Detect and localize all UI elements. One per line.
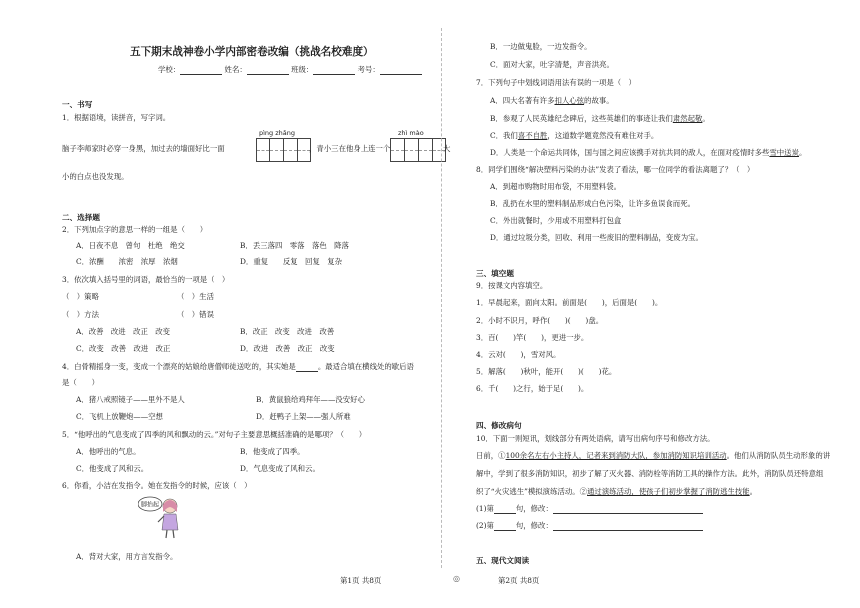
q9-line-3[interactable]: 3．百( )竿( )，更进一步。 — [476, 333, 589, 342]
q3-option-d[interactable]: D．改进 改善 改正 改变 — [240, 344, 335, 353]
q7-option-a[interactable]: A．四大名著有许多扣人心弦的故事。 — [490, 96, 614, 105]
name-blank[interactable] — [247, 66, 289, 75]
writing-grid-2[interactable] — [390, 138, 446, 162]
q8-option-d[interactable]: D．通过垃圾分类，回收、利用一些废旧的塑料制品，变废为宝。 — [490, 233, 703, 242]
class-blank[interactable] — [313, 66, 355, 75]
q4-option-d[interactable]: D．赶鸭子上架——强人所难 — [256, 412, 351, 421]
q1-line1-a: 脑子李师家时必穿一身黑，加过去的墙面好比一面 — [62, 144, 225, 153]
q1-line2: 小的白点也没发现。 — [62, 172, 129, 181]
q2-stem: 2．下列加点字的意思一样的一组是（ ） — [62, 225, 208, 234]
school-label: 学校： — [158, 65, 181, 74]
q9-line-6[interactable]: 6．千( )之行，始于足( )。 — [476, 384, 589, 393]
footer-page-1: 第1页 共8页 — [340, 576, 382, 585]
q4-stem — [62, 362, 414, 372]
q1-stem: 1．根据语境，读拼音，写字词。 — [62, 113, 171, 122]
q8-option-b[interactable]: B．乱扔在水里的塑料制品形成白色污染，让许多鱼误食而死。 — [490, 199, 695, 208]
q4-option-a[interactable]: A．猪八戒照镜子——里外不是人 — [76, 395, 185, 404]
q3-blank-2: （ ）生活 — [177, 292, 214, 301]
q2-option-c[interactable]: C．浓酬 浓密 浓厚 浓烟 — [76, 257, 178, 266]
q4-blank[interactable] — [296, 363, 318, 372]
q9-line-5[interactable]: 5．解落( )秋叶，能开( )( )花。 — [476, 367, 617, 376]
q6-option-b[interactable]: B．一边做鬼脸，一边发指令。 — [490, 42, 592, 51]
q3-stem: 3．依次填入括号里的词语，最恰当的一项是（ ） — [62, 275, 230, 284]
section-writing: 一、书写 — [62, 100, 93, 109]
section-fill: 三、填空题 — [476, 269, 514, 278]
q10-para-3: 织了“火灾逃生”模拟演练活动。②通过演练活动，使孩子们初步掌握了消防逃生技能。 — [476, 487, 758, 496]
q7-option-d[interactable]: D．人类是一个命运共同体，国与国之间应该携手对抗共同的敌人，在面对疫情时多些雪中送炭。 — [490, 148, 807, 157]
page-title: 五下期末战神卷小学内部密卷改编（挑战名校难度） — [130, 46, 374, 58]
q1-line1-c: 大 — [443, 144, 451, 153]
exam-number-label: 考号： — [357, 65, 380, 74]
q10-answer-2[interactable]: (2)第 句，修改： — [476, 521, 703, 531]
q6-option-c[interactable]: C．面对大家，吐字清楚，声音洪亮。 — [490, 60, 614, 69]
pinyin-1: pìng zhǎng — [259, 129, 296, 137]
q6-stem: 6．你看，小洁在发指令。她在发指令的时候，应该（ ） — [62, 481, 252, 490]
q9-line-4[interactable]: 4．云对( )，雪对风。 — [476, 350, 561, 359]
q8-stem: 8．同学们围绕“解决塑料污染的办法”发表了看法，哪一位同学的看法离题了？（ ） — [476, 165, 755, 174]
q3-blank-4: （ ）错误 — [177, 310, 214, 319]
q8-option-a[interactable]: A．到超市购物时用布袋，不用塑料袋。 — [490, 182, 621, 191]
right-page — [440, 0, 860, 608]
q2-option-b[interactable]: B．丢三落四 零落 落色 降落 — [240, 241, 349, 250]
q5-option-c[interactable]: C．他变成了风和云。 — [76, 464, 149, 473]
q5-option-a[interactable]: A．他呼出的气息。 — [76, 447, 141, 456]
exam-number-blank[interactable] — [380, 66, 422, 75]
section-sentence-correction: 四、修改病句 — [476, 421, 522, 430]
q10-para-2: 解中，学到了很多消防知识，初步了解了灭火器、消防栓等消防工具的操作方法。此外，消防队员还特意组 — [476, 469, 824, 478]
q9-stem: 9．按课文内容填空。 — [476, 281, 548, 290]
q1-line1-b: ，青小三在他身上连一个 — [309, 144, 391, 153]
pinyin-2: zhì mào — [398, 129, 424, 137]
q7-option-c[interactable]: C．我们喜不自胜，这道数学题竟然没有难住对手。 — [490, 131, 659, 140]
q4-option-c[interactable]: C．飞机上放鞭炮——空想 — [76, 412, 163, 421]
q5-stem: 5．“他呼出的气息变成了四季的风和飘动的云。”对句子主要意思概括准确的是哪项？（ ） — [62, 430, 367, 439]
q4-stem-b: 。最适合填在横线处的歇后语 — [317, 362, 414, 371]
school-blank[interactable] — [180, 66, 222, 75]
section-reading: 五、现代文阅读 — [476, 556, 530, 565]
q4-stem-c: 是（ ） — [62, 378, 99, 387]
q9-line-1[interactable]: 1．早晨起来，面向太阳。前面是( )，后面是( )。 — [476, 298, 663, 307]
q8-option-c[interactable]: C．外出就餐时，少用或不用塑料打包盒 — [490, 216, 622, 225]
speech-badge: 脚抬起 — [140, 501, 160, 509]
q4-stem-a: 4．白骨精摇身一变，变成一个漂亮的姑娘给唐僧师徒送吃的，其实她是 — [62, 362, 296, 371]
q3-blank-1: （ ）策略 — [62, 292, 99, 301]
q3-option-a[interactable]: A．改善 改进 改正 改变 — [76, 327, 171, 336]
q7-stem: 7．下列句子中划线词语用法有误的一项是（ ） — [476, 78, 636, 87]
section-choice: 二、选择题 — [62, 213, 100, 222]
q10-para-1: 日前，①100余名左右小主持人，记者来到消防大队，参加消防知识培训活动。他们从消防队员生动形象的讲 — [476, 451, 831, 460]
q6-option-a[interactable]: A．背对大家，用方言发指令。 — [76, 552, 178, 561]
q4-option-b[interactable]: B．黄鼠狼给鸡拜年——没安好心 — [256, 395, 365, 404]
q2-option-a[interactable]: A．日夜不息 曾句 杜绝 绝交 — [76, 241, 185, 250]
girl-illustration — [138, 492, 186, 540]
binding-circle-icon: ◎ — [453, 574, 460, 583]
q10-stem: 10．下面一则短讯，划线部分有两处语病，请写出病句序号和修改方法。 — [476, 434, 715, 443]
q3-blank-3: （ ）方法 — [62, 310, 99, 319]
q7-option-b[interactable]: B．参观了人民英雄纪念碑后，这些英雄们的事迹让我们肃然起敬。 — [490, 114, 710, 123]
student-info-row — [158, 64, 422, 75]
class-label: 班级： — [291, 65, 314, 74]
name-label: 姓名： — [224, 65, 247, 74]
q10-answer-1[interactable]: (1)第 句，修改： — [476, 504, 703, 514]
q5-option-d[interactable]: D．气息变成了风和云。 — [240, 464, 320, 473]
q3-option-c[interactable]: C．改变 改善 改进 改正 — [76, 344, 171, 353]
q9-line-2[interactable]: 2．小时不识月，呼作( )( )盘。 — [476, 316, 604, 325]
footer-page-2: 第2页 共8页 — [498, 576, 540, 585]
q2-option-d[interactable]: D．重复 反复 回复 复杂 — [240, 257, 343, 266]
writing-grid-1[interactable] — [256, 138, 311, 162]
q3-option-b[interactable]: B．改正 改变 改进 改善 — [240, 327, 335, 336]
q5-option-b[interactable]: B．他变成了四季。 — [240, 447, 305, 456]
